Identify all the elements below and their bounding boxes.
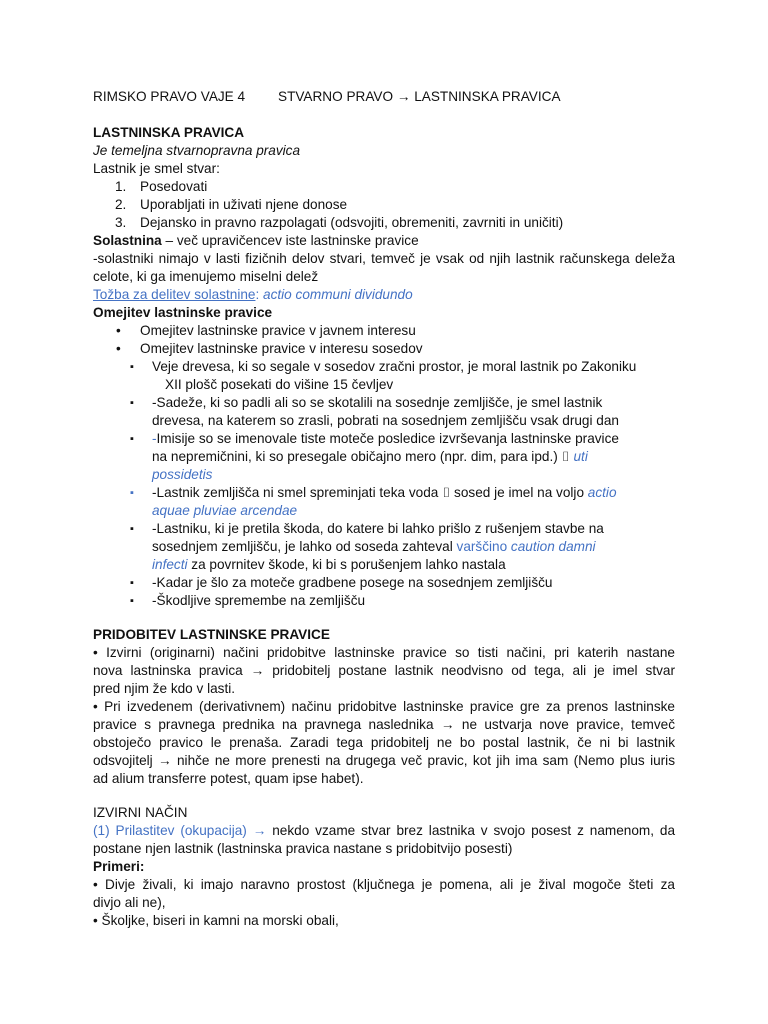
term-blue: (1) Prilastitev (okupacija): [93, 823, 253, 838]
paragraph-line: postane njen lastnik (lastninska pravica nastane s pridobitvijo posesti): [93, 841, 513, 856]
solastnina-line: [93, 232, 419, 250]
intro-line: Lastnik je smel stvar:: [93, 161, 220, 176]
arrow-right-icon: →: [440, 717, 455, 732]
missing-glyph-icon: ⌷: [561, 449, 570, 464]
missing-glyph-icon: ⌷: [442, 485, 451, 500]
sub-item-text: -Lastnik zemljišča ni smel spreminjati teka voda: [152, 485, 443, 500]
term-blue: varščino: [456, 539, 511, 554]
sub-item-cont: [152, 556, 506, 574]
sub-item: [152, 430, 619, 448]
primeri-label: Primeri:: [93, 859, 145, 874]
para-text: nekdo vzame stvar brez lastnika v svojo posest z namenom, da: [266, 823, 676, 838]
paragraph-line: • Izvirni (originarni) načini pridobitve lastninske pravice so tisti načini, pri katerih nastane: [93, 645, 675, 660]
bullet-square-icon: ▪: [130, 523, 134, 535]
paragraph-line: • Pri izvedenem (derivativnem) načinu pridobitve lastninske pravice gre za prenos lastninske: [93, 699, 675, 714]
solastnina-detail: -solastniki nimajo v lasti fizičnih delov stvari, temveč je vsak od njih lastnik računskega deleža: [93, 251, 675, 266]
sub-item-text: za povrnitev škode, ki bi s porušenjem lahko nastala: [187, 557, 506, 572]
bullet-square-icon: ▪: [130, 595, 134, 607]
sub-item-cont: XII plošč posekati do višine 15 čevljev: [165, 377, 394, 392]
sub-item-text: sosednjem zemljišču, je lahko od soseda zahteval: [152, 539, 457, 554]
latin-term-cont: possidetis: [152, 467, 213, 482]
bullet-square-icon: ▪: [130, 397, 134, 409]
para-text: pridobitelj postane lastnik neodvisno od tega, ali je imel stvar: [264, 663, 675, 678]
list-item: Dejansko in pravno razpolagati (odsvojiti, obremeniti, zavrniti in uničiti): [140, 215, 564, 230]
paragraph-line: [93, 752, 675, 770]
para-text: nihče ne more prenesti na drugega več pravic, kot jih ima sam (Nemo plus iuris: [171, 753, 675, 768]
sub-item-cont: [152, 448, 588, 466]
header-subtopic: LASTNINSKA PRAVICA: [414, 89, 561, 104]
paragraph-line: ad alium transferre potest, quam ipse habet).: [93, 771, 364, 786]
para-text: ne ustvarja nove pravice, temveč: [454, 717, 676, 732]
section-title-lastninska: LASTNINSKA PRAVICA: [93, 125, 245, 140]
arrow-right-icon: →: [158, 753, 172, 768]
tozba-line: [93, 286, 413, 304]
bullet-square-icon: ▪: [130, 361, 134, 373]
bullet-disc-icon: •: [116, 323, 121, 338]
section-title-pridobitev: PRIDOBITEV LASTNINSKE PRAVICE: [93, 627, 330, 642]
list-item: Posedovati: [140, 179, 208, 194]
header-topic: STVARNO PRAVO: [278, 89, 394, 104]
doc-header-right: [278, 88, 561, 106]
arrow-right-icon: →: [396, 89, 411, 104]
list-item: Uporabljati in uživati njene donose: [140, 197, 348, 212]
term-bold: Solastnina: [93, 233, 162, 248]
arrow-right-icon: →: [250, 663, 265, 678]
sub-item: -Lastniku, ki je pretila škoda, do katere bi lahko prišlo z rušenjem stavbe na: [152, 521, 604, 536]
sub-item-cont: [152, 538, 596, 556]
latin-term: infecti: [152, 557, 188, 572]
sub-item: Veje drevesa, ki so segale v sosedov zračni prostor, je moral lastnik po Zakoniku: [152, 359, 637, 374]
colon: :: [255, 287, 264, 302]
list-number: 3.: [115, 215, 127, 230]
sub-item: [152, 484, 617, 502]
list-item: Omejitev lastninske pravice v interesu sosedov: [140, 341, 423, 356]
latin-term: actio: [587, 485, 617, 500]
sub-item-cont: drevesa, na katerem so zrasli, pobrati na sosednjem zemljišču vsak drugi dan: [152, 413, 619, 428]
sub-item-text: Imisije so se imenovale tiste moteče posledice izvrševanja lastninske pravice: [156, 431, 619, 446]
latin-term: uti: [569, 449, 588, 464]
sub-item-text: na nepremičnini, ki so presegale običajno mero (npr. dim, para ipd.): [152, 449, 562, 464]
bullet-square-icon: ▪: [130, 433, 134, 445]
bullet-square-icon: ▪: [130, 487, 134, 499]
para-text: nova lastninska pravica: [93, 663, 251, 678]
doc-header-left: RIMSKO PRAVO VAJE 4: [93, 89, 246, 104]
paragraph-line: [93, 716, 675, 734]
para-text: odsvojitelj: [93, 753, 159, 768]
paragraph-line: [93, 662, 675, 680]
sub-item: -Sadeže, ki so padli ali so se skotalili na sosednje zemljišče, je smel lastnik: [152, 395, 603, 410]
sub-item-text: sosed je imel na voljo: [450, 485, 588, 500]
omejitev-title: Omejitev lastninske pravice: [93, 305, 273, 320]
sub-item: -Škodljive spremembe na zemljišču: [152, 593, 366, 608]
dash: -: [152, 431, 157, 446]
paragraph-line: obstoječo pravico le prenaša. Zaradi tega pridobitelj ne bo postal lastnik, če ni bi lastnik: [93, 735, 675, 750]
example-line-cont: divjo ali ne),: [93, 895, 166, 910]
term-definition: – več upravičencev iste lastninske pravice: [161, 233, 419, 248]
list-number: 2.: [115, 197, 127, 212]
latin-term-cont: aquae pluviae arcendae: [152, 503, 298, 518]
definition-line: Je temeljna stvarnopravna pravica: [93, 143, 301, 158]
solastnina-detail-cont: celote, ki ga imenujemo miselni delež: [93, 269, 319, 284]
latin-term: caution damni: [510, 539, 596, 554]
list-item: Omejitev lastninske pravice v javnem interesu: [140, 323, 416, 338]
section-title-izvirni: IZVIRNI NAČIN: [93, 805, 188, 820]
bullet-disc-icon: •: [116, 341, 121, 356]
sub-item: -Kadar je šlo za moteče gradbene posege na sosednjem zemljišču: [152, 575, 553, 590]
arrow-right-icon: →: [252, 823, 267, 838]
bullet-square-icon: ▪: [130, 577, 134, 589]
example-line: • Školjke, biseri in kamni na morski obali,: [93, 913, 339, 928]
paragraph-line: [93, 822, 675, 840]
example-line: • Divje živali, ki imajo naravno prostost (ključnega je pomena, ali je žival mogoče šteti za: [93, 877, 675, 892]
latin-term: actio communi dividundo: [263, 287, 413, 302]
tozba-link[interactable]: Tožba za delitev solastnine: [93, 287, 256, 302]
para-text: pravice s pravnega prednika na pravnega naslednika: [93, 717, 441, 732]
list-number: 1.: [115, 179, 127, 194]
paragraph-line: pred njim že kdo v lasti.: [93, 681, 236, 696]
